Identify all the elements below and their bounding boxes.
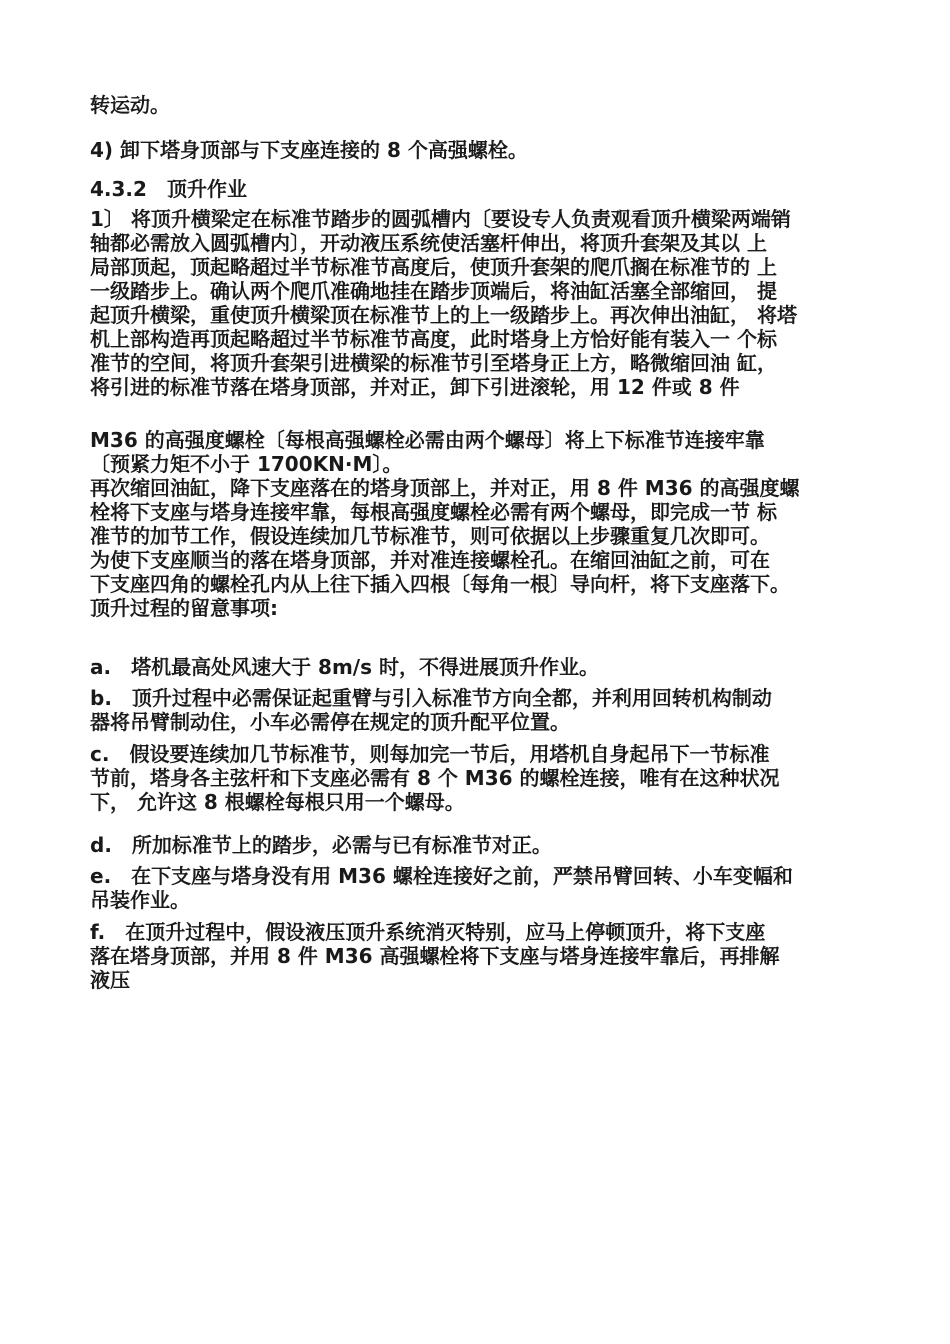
text-line: a. 塔机最高处风速大于 8m/s 时，不得进展顶升作业。 — [90, 655, 599, 679]
list-item-f — [90, 920, 870, 992]
text-line: 轴都必需放入圆弧槽内〕，开动液压系统使活塞杆伸出，将顶升套架及其以 上 — [90, 231, 767, 255]
text-line: M36 的高强度螺栓〔每根高强螺栓必需由两个螺母〕将上下标准节连接牢靠 — [90, 428, 765, 452]
text-line: 顶升过程的留意事项: — [90, 596, 278, 620]
text-line: 局部顶起，顶起略超过半节标准节高度后，使顶升套架的爬爪搁在标准节的 上 — [90, 255, 777, 279]
paragraph-4 — [90, 428, 870, 620]
text-line: 机上部构造再顶起略超过半节标准节高度，此时塔身上方恰好能有装入一 个标 — [90, 327, 777, 351]
text-line: 再次缩回油缸，降下支座落在的塔身顶部上，并对正，用 8 件 M36 的高强度螺 — [90, 476, 800, 500]
text-line: 1〕 将顶升横梁定在标准节踏步的圆弧槽内〔要设专人负责观看顶升横梁两端销 — [90, 207, 791, 231]
list-item-a — [90, 655, 870, 679]
text-line: b. 顶升过程中必需保证起重臂与引入标准节方向全都，并利用回转机构制动 — [90, 686, 772, 710]
list-item-c — [90, 742, 870, 814]
text-line: 将引进的标准节落在塔身顶部，并对正，卸下引进滚轮，用 12 件或 8 件 — [90, 375, 740, 399]
text-line: 准节的空间，将顶升套架引进横梁的标准节引至塔身正上方，略微缩回油 缸， — [90, 351, 777, 375]
text-line: 转运动。 — [90, 93, 170, 117]
text-line: 吊装作业。 — [90, 888, 190, 912]
text-line: 4.3.2 顶升作业 — [90, 177, 247, 201]
text-line: 节前，塔身各主弦杆和下支座必需有 8 个 M36 的螺栓连接，唯有在这种状况 — [90, 766, 780, 790]
text-line: 下支座四角的螺栓孔内从上往下插入四根〔每角一根〕导向杆，将下支座落下。 — [90, 572, 790, 596]
paragraph-2 — [90, 138, 870, 162]
text-line: f. 在顶升过程中，假设液压顶升系统消灭特别，应马上停顿顶升，将下支座 — [90, 920, 766, 944]
text-line: 〔预紧力矩不小于 1700KN·M〕。 — [90, 452, 403, 476]
text-line: e. 在下支座与塔身没有用 M36 螺栓连接好之前，严禁吊臂回转、小车变幅和 — [90, 864, 793, 888]
text-line: 器将吊臂制动住，小车必需停在规定的顶升配平位置。 — [90, 710, 570, 734]
text-line: 为使下支座顺当的落在塔身顶部，并对准连接螺栓孔。在缩回油缸之前，可在 — [90, 548, 770, 572]
list-item-e — [90, 864, 870, 912]
text-line: 落在塔身顶部，并用 8 件 M36 高强螺栓将下支座与塔身连接牢靠后，再排解 — [90, 944, 780, 968]
paragraph-1 — [90, 93, 870, 117]
list-item-d — [90, 833, 870, 857]
text-line: 起顶升横梁，重使顶升横梁顶在标准节上的上一级踏步上。再次伸出油缸， 将塔 — [90, 303, 797, 327]
text-line: 准节的加节工作，假设连续加几节标准节，则可依据以上步骤重复几次即可。 — [90, 524, 770, 548]
paragraph-3 — [90, 207, 870, 399]
text-line: 液压 — [90, 968, 130, 992]
list-item-b — [90, 686, 870, 734]
text-line: 栓将下支座与塔身连接牢靠，每根高强度螺栓必需有两个螺母，即完成一节 标 — [90, 500, 777, 524]
text-line: d. 所加标准节上的踏步，必需与已有标准节对正。 — [90, 833, 552, 857]
text-line: 下， 允许这 8 根螺栓每根只用一个螺母。 — [90, 790, 465, 814]
text-line: 4) 卸下塔身顶部与下支座连接的 8 个高强螺栓。 — [90, 138, 528, 162]
section-heading — [90, 177, 870, 201]
text-line: 一级踏步上。确认两个爬爪准确地挂在踏步顶端后，将油缸活塞全部缩回， 提 — [90, 279, 777, 303]
text-line: c. 假设要连续加几节标准节，则每加完一节后，用塔机自身起吊下一节标准 — [90, 742, 770, 766]
